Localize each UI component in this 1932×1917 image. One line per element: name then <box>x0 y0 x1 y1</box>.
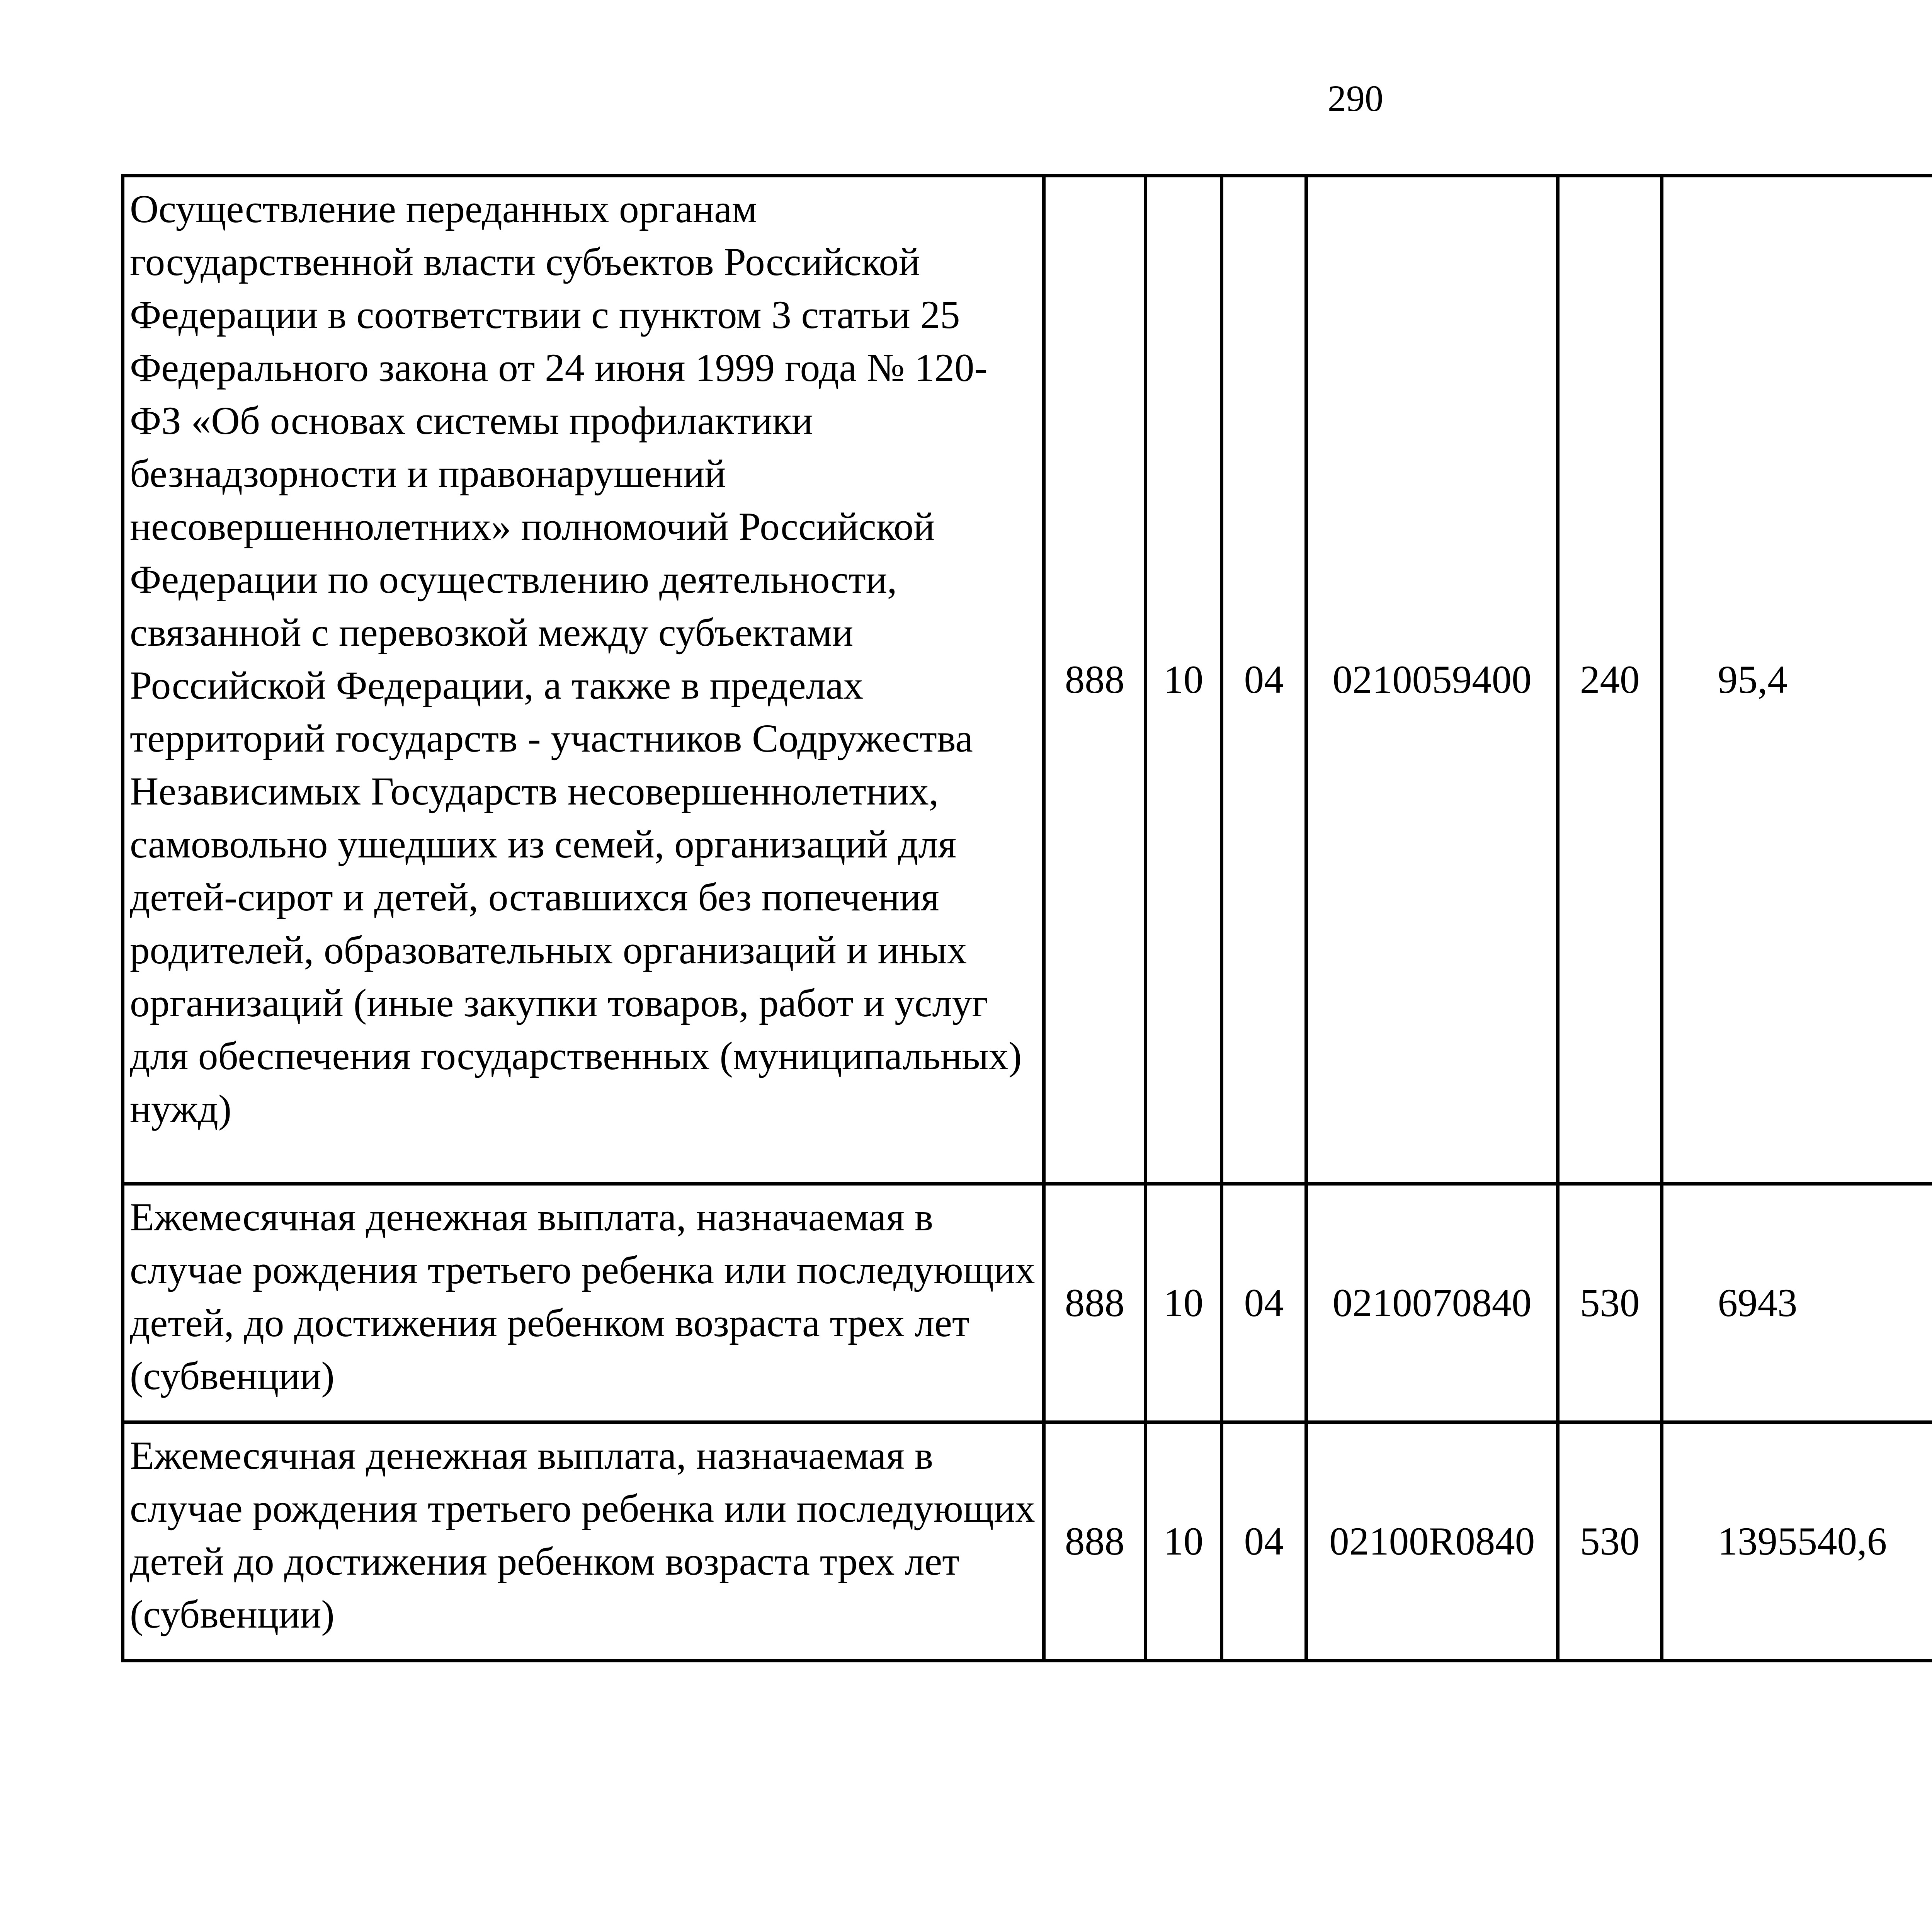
row-description: Ежемесячная денежная выплата, назначаемая в случае рождения третьего ребенка или последующих детей до достижения ребенком возраста трех лет (субвенции) <box>123 1422 1044 1661</box>
table-row <box>123 176 1932 1184</box>
subsection-code: 04 <box>1221 1184 1306 1422</box>
target-item-code: 0210059400 <box>1306 176 1558 1184</box>
section-code: 10 <box>1145 1422 1221 1661</box>
ministry-code: 888 <box>1044 1422 1145 1661</box>
row-description: Ежемесячная денежная выплата, назначаемая в случае рождения третьего ребенка или последующих детей, до достижения ребенком возраста трех лет (субвенции) <box>123 1184 1044 1422</box>
subsection-code: 04 <box>1221 176 1306 1184</box>
ministry-code: 888 <box>1044 1184 1145 1422</box>
subsection-code: 04 <box>1221 1422 1306 1661</box>
section-code: 10 <box>1145 176 1221 1184</box>
page-number: 290 <box>1328 78 1383 119</box>
budget-table <box>121 174 1932 1662</box>
target-item-code: 0210070840 <box>1306 1184 1558 1422</box>
target-item-code: 02100R0840 <box>1306 1422 1558 1661</box>
ministry-code: 888 <box>1044 176 1145 1184</box>
expense-type-code: 530 <box>1558 1184 1662 1422</box>
expense-type-code: 530 <box>1558 1422 1662 1661</box>
amount-1: 1395540,6 <box>1662 1422 1932 1661</box>
row-description: Осуществление переданных органам государственной власти субъектов Российской Федерации в соответствии с пунктом 3 статьи 25 Федерального закона от 24 июня 1999 года № 120-ФЗ «Об основах системы профилактики безнадзорности и правонарушений несовершеннолетних» полномочий Российской Федерации по осуществлению деятельности, связанной с перевозкой между субъектами Российской Федерации, а также в пределах территорий государств - участников Содружества Независимых Государств несовершеннолетних, самовольно ушедших из семей, организаций для детей-сирот и детей, оставшихся без попечения родителей, образовательных организаций и иных организаций (иные закупки товаров, работ и услуг для обеспечения государственных (муниципальных) нужд) <box>123 176 1044 1184</box>
amount-1: 6943 <box>1662 1184 1932 1422</box>
amount-1: 95,4 <box>1662 176 1932 1184</box>
expense-type-code: 240 <box>1558 176 1662 1184</box>
table-row <box>123 1184 1932 1422</box>
table-row <box>123 1422 1932 1661</box>
section-code: 10 <box>1145 1184 1221 1422</box>
